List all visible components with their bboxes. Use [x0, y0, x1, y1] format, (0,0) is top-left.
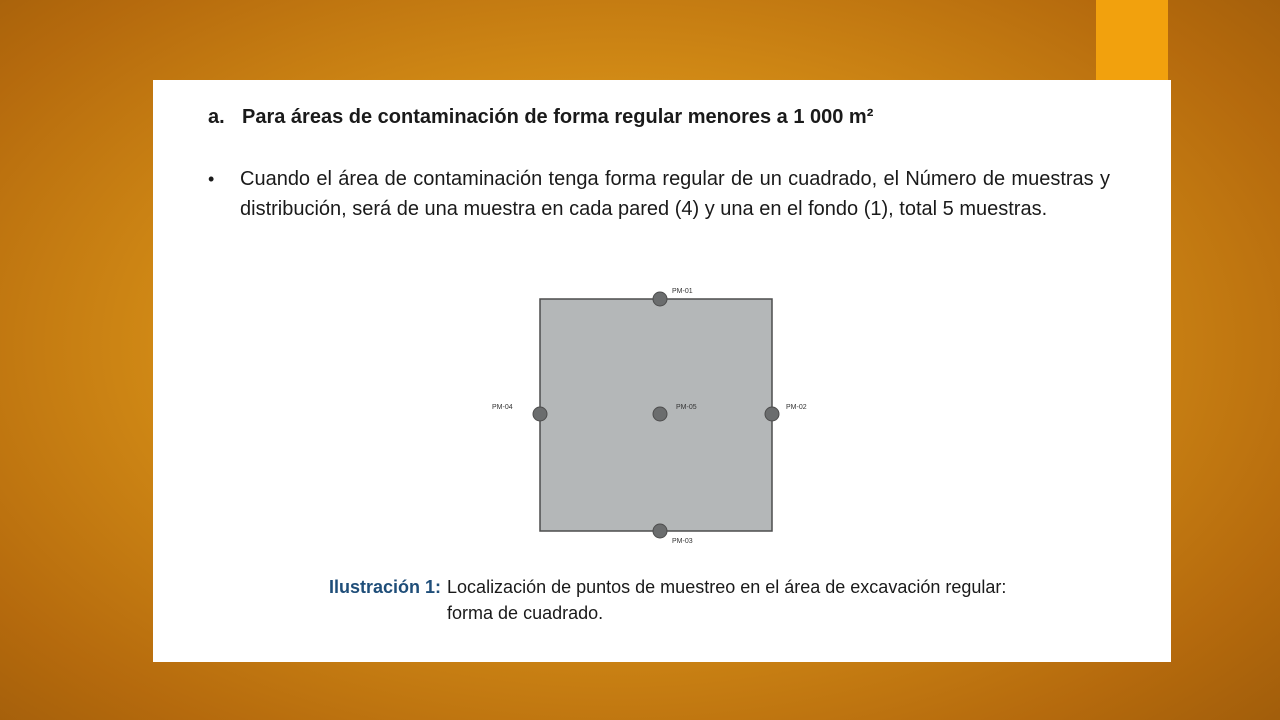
sample-point-right [765, 407, 779, 421]
caption-label: Ilustración 1: [329, 577, 442, 597]
document-card [153, 80, 1171, 662]
sample-point-center [653, 407, 667, 421]
label-pm-04: PM-04 [492, 404, 513, 411]
bullet-item [208, 164, 1110, 224]
accent-tab [1096, 0, 1168, 82]
sample-point-left [533, 407, 547, 421]
sampling-diagram [483, 280, 823, 550]
heading-marker: a. [208, 106, 225, 128]
caption-text: Localización de puntos de muestreo en el área de excavación regular: forma de cuadrado. [447, 577, 1007, 623]
label-pm-05: PM-05 [676, 404, 697, 411]
heading-text: Para áreas de contaminación de forma regular menores a 1 000 m² [242, 106, 874, 128]
sample-point-bottom [653, 524, 667, 538]
bullet-icon: • [208, 169, 215, 189]
label-pm-03: PM-03 [672, 538, 693, 545]
figure-caption [329, 574, 1007, 626]
bullet-text: Cuando el área de contaminación tenga forma regular de un cuadrado, el Número de muestras y distribución, será de una muestra en cada pared (4) y una en el fondo (1), total 5 muestras. [240, 168, 1110, 220]
section-heading [208, 106, 873, 129]
sample-point-top [653, 292, 667, 306]
label-pm-01: PM-01 [672, 288, 693, 295]
label-pm-02: PM-02 [786, 404, 807, 411]
